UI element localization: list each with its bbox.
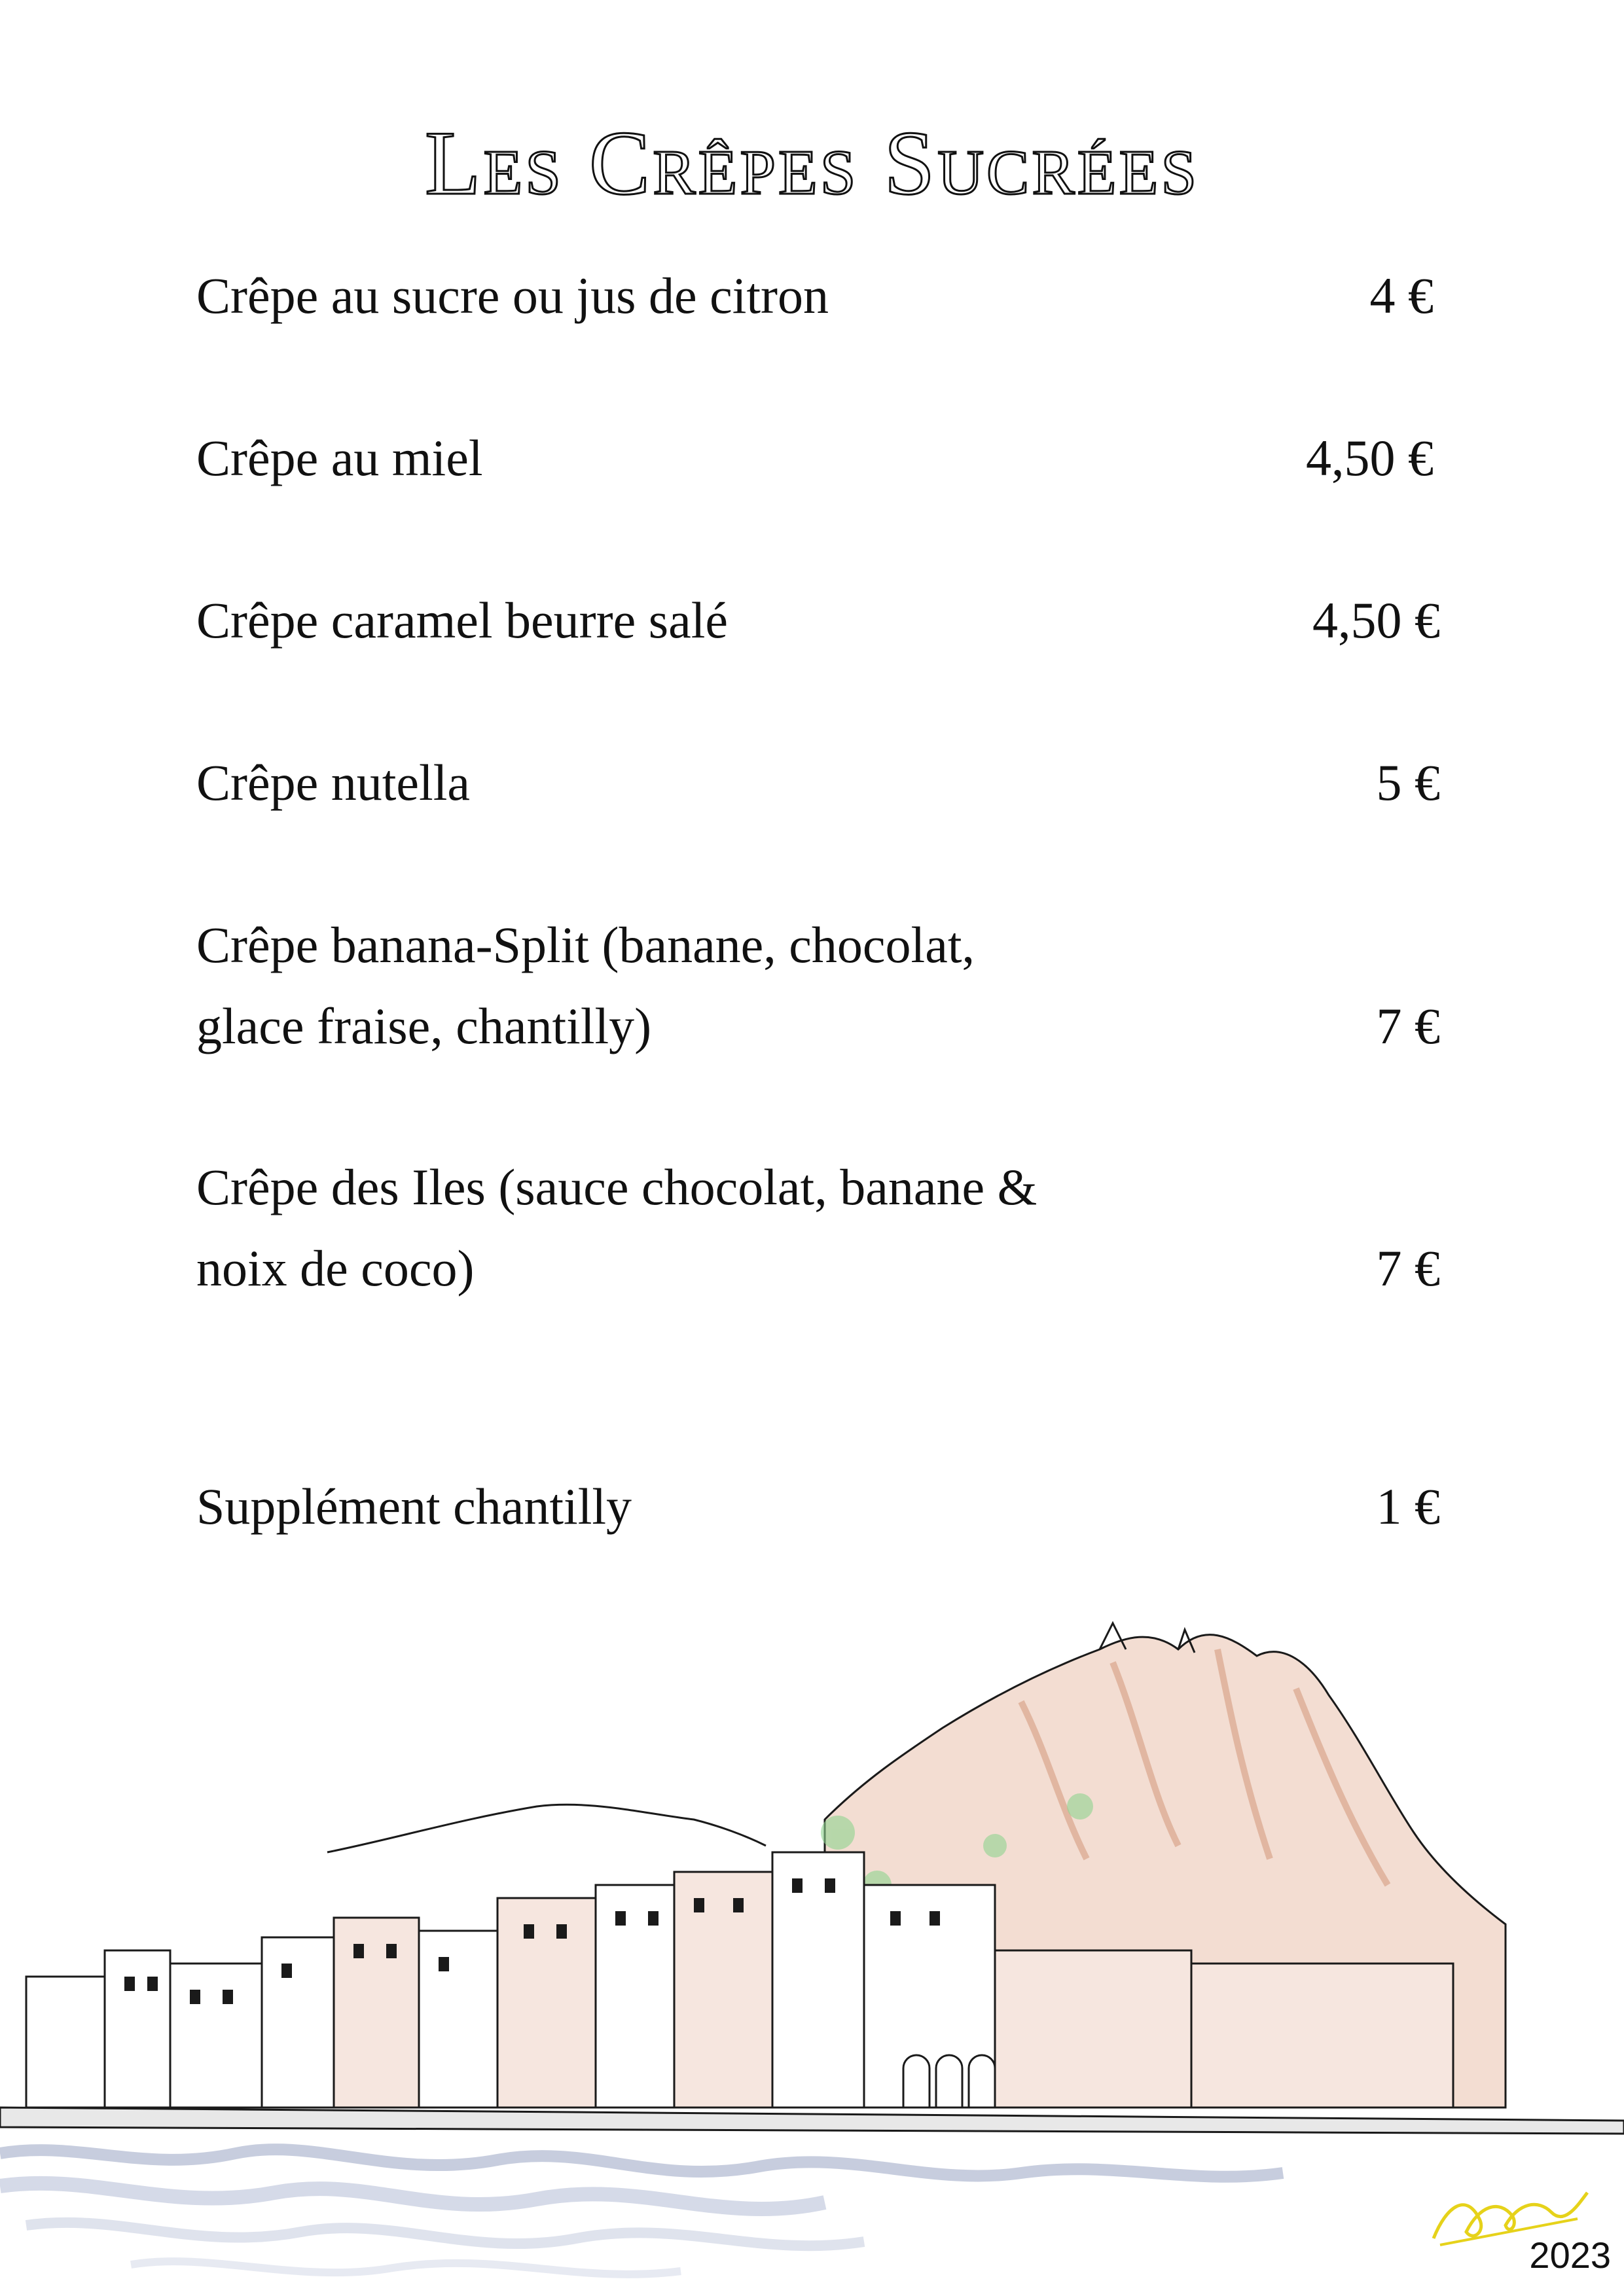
menu-item-name: Crêpe au miel — [196, 429, 483, 486]
menu-item-name: Crêpe banana-Split (banane, chocolat, glace fraise, chantilly) — [196, 916, 975, 1054]
menu-item-name: Crêpe caramel beurre salé — [196, 592, 728, 649]
hillside-village-sketch-icon — [0, 1610, 1624, 2296]
menu-item-price: 4,50 € — [1312, 592, 1440, 649]
menu-item-price: 4,50 € — [1306, 429, 1434, 486]
page-title: Les Crêpes Sucrées — [425, 113, 1199, 214]
year-label: 2023 — [1529, 2234, 1611, 2276]
menu-item-name: Crêpe au sucre ou jus de citron — [196, 267, 829, 324]
menu-item-name: Crêpe nutella — [196, 754, 470, 811]
menu-item-name: Supplément chantilly — [196, 1478, 632, 1535]
water-reflection — [0, 2134, 1624, 2296]
embankment-wall — [0, 2108, 1624, 2134]
menu-item-price: 4 € — [1369, 267, 1434, 324]
menu-item-name: Crêpe des Iles (sauce chocolat, banane & noix de coco) — [196, 1158, 1038, 1297]
menu-item-price: 7 € — [1376, 1240, 1440, 1297]
menu-item-price: 7 € — [1376, 997, 1440, 1054]
menu-item-price: 5 € — [1376, 754, 1440, 811]
menu-item-price: 1 € — [1376, 1478, 1440, 1535]
distant-hill — [327, 1804, 766, 1852]
